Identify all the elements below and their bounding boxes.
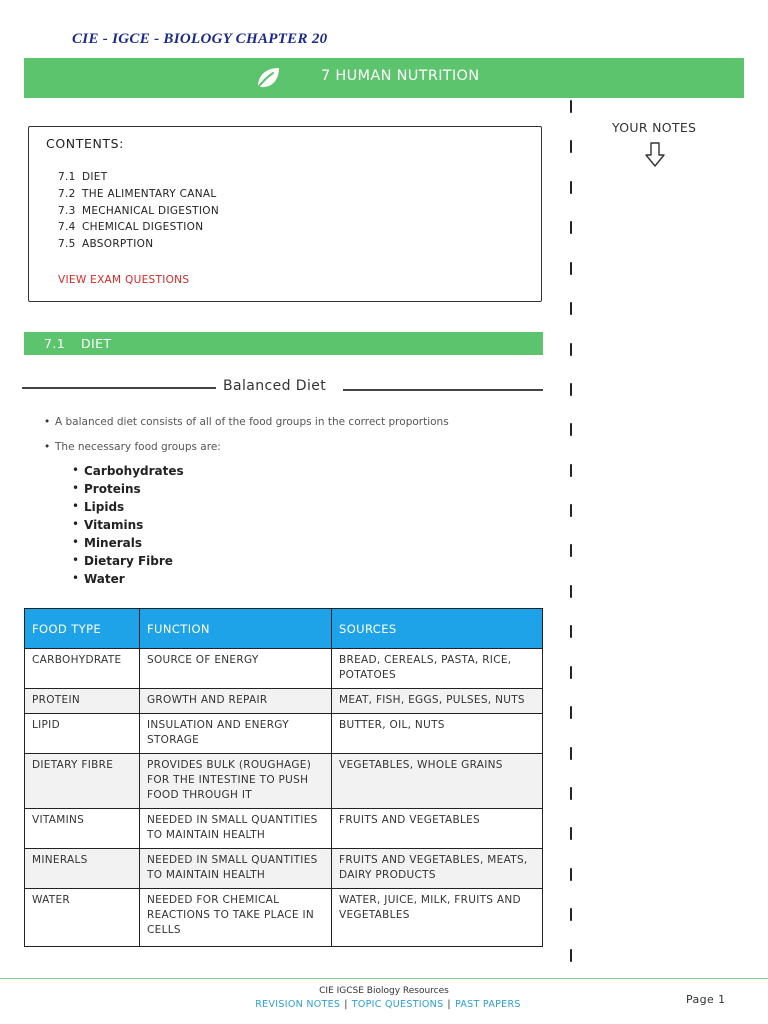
section-banner	[24, 332, 543, 355]
table-cell: VEGETABLES, WHOLE GRAINS	[332, 754, 543, 809]
table-cell: WATER, JUICE, MILK, FRUITS AND VEGETABLES	[332, 889, 543, 947]
table-cell: PROVIDES BULK (ROUGHAGE) FOR THE INTESTINE TO PUSH FOOD THROUGH IT	[140, 754, 332, 809]
revision-notes-link[interactable]: REVISION NOTES	[255, 999, 341, 1010]
subheading: Balanced Diet	[223, 378, 327, 394]
footer-title: CIE IGCSE Biology Resources	[319, 986, 449, 996]
table-cell: LIPID	[25, 714, 140, 754]
table-cell: NEEDED IN SMALL QUANTITIES TO MAINTAIN HEALTH	[140, 849, 332, 889]
table-cell: FRUITS AND VEGETABLES, MEATS, DAIRY PRODUCTS	[332, 849, 543, 889]
link-separator: |	[344, 999, 348, 1010]
food-group-item: • Carbohydrates	[72, 463, 184, 478]
chapter-heading: CIE - IGCE - BIOLOGY CHAPTER 20	[72, 31, 328, 47]
table-row	[25, 889, 543, 947]
footer-divider	[0, 978, 768, 979]
down-arrow-icon	[644, 141, 666, 169]
food-group-item: • Water	[72, 571, 125, 586]
table-cell: GROWTH AND REPAIR	[140, 689, 332, 714]
past-papers-link[interactable]: PAST PAPERS	[454, 999, 521, 1010]
table-cell: WATER	[25, 889, 140, 947]
table-row	[25, 849, 543, 889]
contents-box	[28, 126, 542, 302]
page-title: 7 HUMAN NUTRITION	[321, 68, 480, 84]
table-cell: DIETARY FIBRE	[25, 754, 140, 809]
notes-divider	[570, 98, 574, 978]
table-cell: PROTEIN	[25, 689, 140, 714]
section-number: 7.1	[44, 336, 66, 351]
divider-left	[22, 387, 216, 389]
food-group-item: • Proteins	[72, 481, 141, 496]
table-cell: BREAD, CEREALS, PASTA, RICE, POTATOES	[332, 649, 543, 689]
bullet-item: • The necessary food groups are:	[44, 441, 221, 453]
divider-right	[343, 389, 543, 391]
contents-item[interactable]: 7.1 DIET	[58, 171, 108, 183]
contents-heading: CONTENTS:	[46, 136, 124, 151]
table-cell: MINERALS	[25, 849, 140, 889]
food-group-item: • Vitamins	[72, 517, 144, 532]
food-group-item: • Dietary Fibre	[72, 553, 173, 568]
table-header-row	[25, 609, 543, 649]
title-banner	[24, 58, 744, 98]
table-row	[25, 689, 543, 714]
column-header: FUNCTION	[140, 609, 332, 649]
food-group-item: • Lipids	[72, 499, 125, 514]
table-row	[25, 714, 543, 754]
leaf-icon	[254, 65, 282, 91]
column-header: FOOD TYPE	[25, 609, 140, 649]
table-cell: NEEDED IN SMALL QUANTITIES TO MAINTAIN HEALTH	[140, 809, 332, 849]
table-cell: CARBOHYDRATE	[25, 649, 140, 689]
link-separator: |	[447, 999, 451, 1010]
contents-item[interactable]: 7.4 CHEMICAL DIGESTION	[58, 221, 204, 233]
bullet-item: • A balanced diet consists of all of the food groups in the correct proportions	[44, 416, 449, 428]
table-cell: FRUITS AND VEGETABLES	[332, 809, 543, 849]
table-row	[25, 809, 543, 849]
food-types-table	[24, 608, 543, 947]
table-cell: BUTTER, OIL, NUTS	[332, 714, 543, 754]
topic-questions-link[interactable]: TOPIC QUESTIONS	[351, 999, 444, 1010]
contents-item[interactable]: 7.2 THE ALIMENTARY CANAL	[58, 188, 217, 200]
table-row	[25, 754, 543, 809]
table-cell: VITAMINS	[25, 809, 140, 849]
column-header: SOURCES	[332, 609, 543, 649]
footer-links	[0, 999, 768, 1010]
section-title: DIET	[81, 336, 112, 351]
table-cell: NEEDED FOR CHEMICAL REACTIONS TO TAKE PLACE IN CELLS	[140, 889, 332, 947]
table-cell: INSULATION AND ENERGY STORAGE	[140, 714, 332, 754]
table-cell: SOURCE OF ENERGY	[140, 649, 332, 689]
food-group-item: • Minerals	[72, 535, 143, 550]
your-notes-label: YOUR NOTES	[612, 120, 697, 135]
contents-item[interactable]: 7.3 MECHANICAL DIGESTION	[58, 205, 220, 217]
table-row	[25, 649, 543, 689]
contents-item[interactable]: 7.5 ABSORPTION	[58, 238, 154, 250]
page-number: Page 1	[686, 993, 726, 1006]
view-exam-questions-link[interactable]: VIEW EXAM QUESTIONS	[58, 274, 190, 286]
table-cell: MEAT, FISH, EGGS, PULSES, NUTS	[332, 689, 543, 714]
